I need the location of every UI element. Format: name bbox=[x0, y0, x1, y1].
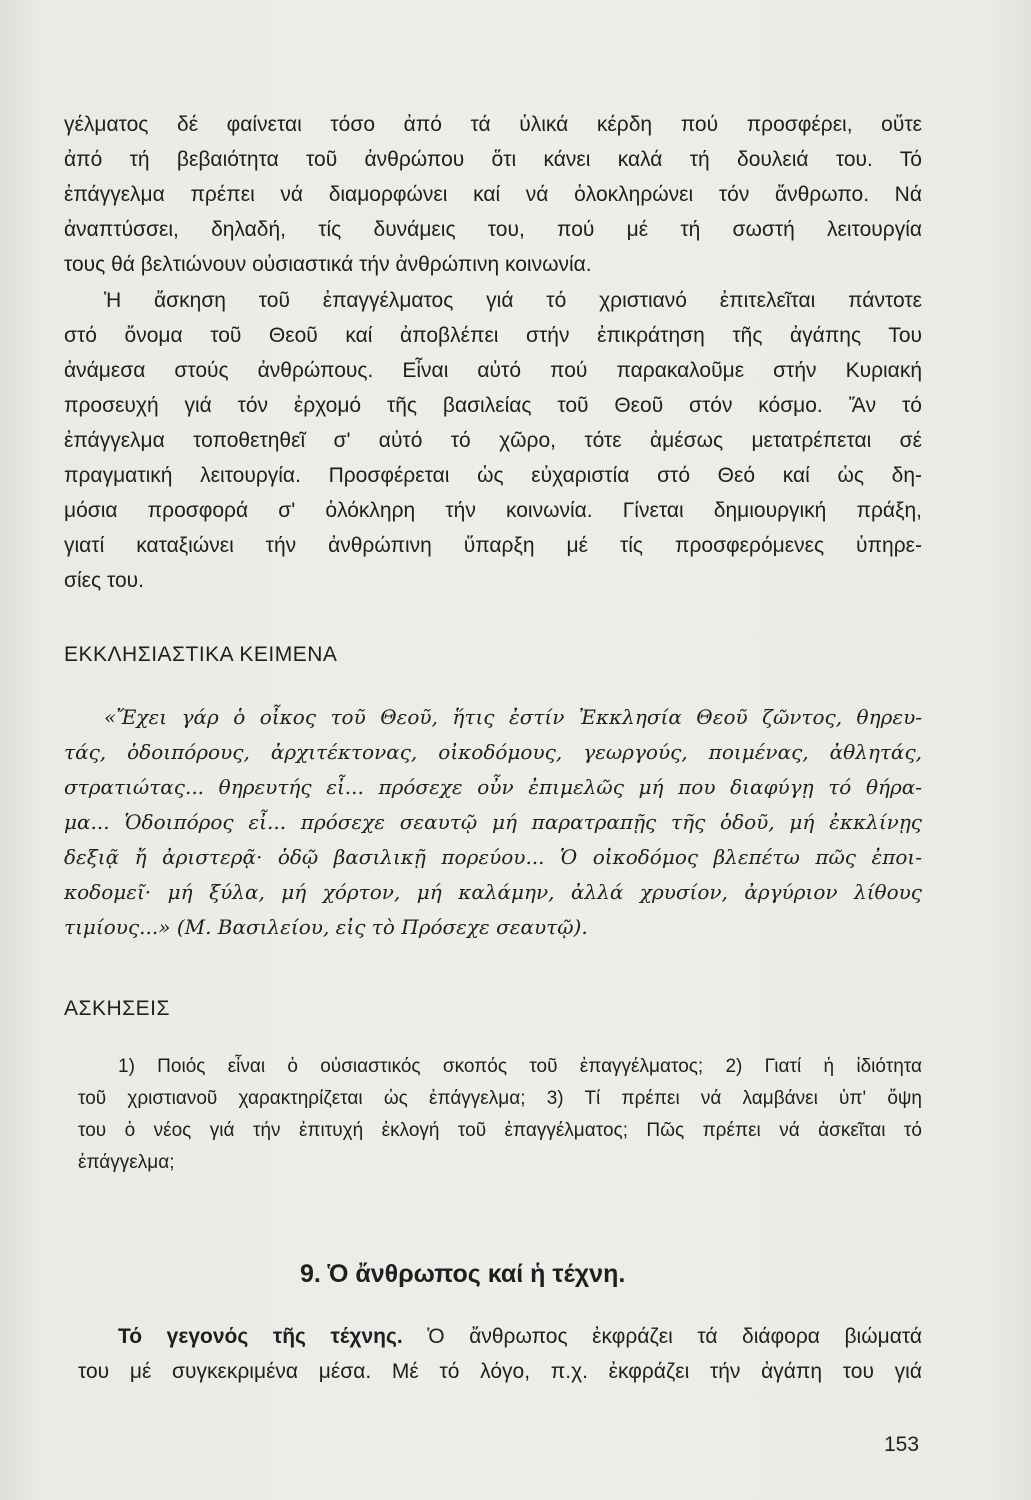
paragraph-line: του μέ συγκεκριμένα μέσα. Μέ τό λόγο, π.χ. ἐκφράζει τήν ἀγάπη του γιά bbox=[78, 1360, 922, 1383]
quote-line: τιμίους...» (Μ. Βασιλείου, εἰς τὸ Πρόσεχε σεαυτῷ). bbox=[64, 915, 588, 939]
exercise-line: ἐπάγγελμα; bbox=[78, 1152, 175, 1173]
quote-line: μα... Ὁδοιπόρος εἶ... πρόσεχε σεαυτῷ μή παρατραπῇς τῆς ὁδοῦ, μή ἐκκλίνῃς bbox=[64, 810, 922, 834]
chapter-title: 9. Ὁ ἄνθρωπος καί ἡ τέχνη. bbox=[300, 1260, 626, 1288]
quote-line: κοδομεῖ· μή ξύλα, μή χόρτον, μή καλάμην, ἀλλά χρυσίον, ἀργύριον λίθους bbox=[64, 880, 922, 904]
paragraph-line: γέλματος δέ φαίνεται τόσο ἀπό τά ὑλικά κέρδη πού προσφέρει, οὔτε bbox=[64, 113, 922, 136]
paragraph-line: τους θά βελτιώνουν οὐσιαστικά τήν ἀνθρώπινη κοινωνία. bbox=[64, 253, 592, 276]
paragraph-line: γιατί καταξιώνει τήν ἀνθρώπινη ὕπαρξη μέ τίς προσφερόμενες ὑπηρε- bbox=[64, 534, 922, 557]
quote-line: τάς, ὁδοιπόρους, ἀρχιτέκτονας, οἰκοδόμους, γεωργούς, ποιμένας, ἀθλητάς, bbox=[64, 740, 922, 764]
paragraph-line: ἀπό τή βεβαιότητα τοῦ ἀνθρώπου ὅτι κάνει καλά τή δουλειά του. Τό bbox=[64, 148, 922, 171]
exercise-line: του ὁ νέος γιά τήν ἐπιτυχή ἐκλογή τοῦ ἐπαγγέλματος; Πῶς πρέπει νά ἀσκεῖται τό bbox=[78, 1120, 922, 1141]
page-number: 153 bbox=[884, 1433, 920, 1456]
paragraph-line: στό ὄνομα τοῦ Θεοῦ καί ἀποβλέπει στήν ἐπικράτηση τῆς ἀγάπης Του bbox=[64, 324, 922, 347]
paragraph-line: ἐπάγγελμα πρέπει νά διαμορφώνει καί νά ὁλοκληρώνει τόν ἄνθρωπο. Νά bbox=[64, 183, 922, 206]
bold-lead: Τό γεγονός τῆς τέχνης. bbox=[118, 1325, 403, 1348]
paragraph-line: προσευχή γιά τόν ἐρχομό τῆς βασιλείας τοῦ Θεοῦ στόν κόσμο. Ἄν τό bbox=[64, 394, 922, 417]
paragraph-line: ἀνάμεσα στούς ἀνθρώπους. Εἶναι αὐτό πού παρακαλοῦμε στήν Κυριακή bbox=[64, 359, 922, 382]
paragraph-line: ἀναπτύσσει, δηλαδή, τίς δυνάμεις του, πού μέ τή σωστή λειτουργία bbox=[64, 218, 922, 241]
section-heading-exercises: ΑΣΚΗΣΕΙΣ bbox=[64, 997, 170, 1020]
paragraph-text: Ὁ ἄνθρωπος ἐκφράζει τά διάφορα βιώματά bbox=[402, 1325, 923, 1348]
exercise-line: 1) Ποιός εἶναι ὁ οὐσιαστικός σκοπός τοῦ ἐπαγγέλματος; 2) Γιατί ἡ ἰδιότητα bbox=[118, 1056, 922, 1077]
paragraph-line: ἐπάγγελμα τοποθετηθεῖ σ' αὐτό τό χῶρο, τότε ἀμέσως μετατρέπεται σέ bbox=[64, 429, 922, 452]
quote-line: στρατιώτας... θηρευτής εἶ... πρόσεχε οὖν ἐπιμελῶς μή που διαφύγῃ τό θήρα- bbox=[64, 775, 922, 799]
quote-line: δεξιᾷ ἤ ἀριστερᾷ· ὁδῷ βασιλικῇ πορεύου... Ὁ οἰκοδόμος βλεπέτω πῶς ἐποι- bbox=[64, 845, 922, 869]
quote-line: «Ἔχει γάρ ὁ οἶκος τοῦ Θεοῦ, ἥτις ἐστίν Ἐκκλησία Θεοῦ ζῶντος, θηρευ- bbox=[104, 705, 922, 729]
paragraph-line: μόσια προσφορά σ' ὁλόκληρη τήν κοινωνία. Γίνεται δημιουργική πράξη, bbox=[64, 499, 922, 522]
section-heading-texts: ΕΚΚΛΗΣΙΑΣΤΙΚΑ ΚΕΙΜΕΝΑ bbox=[64, 643, 338, 666]
paragraph-line: πραγματική λειτουργία. Προσφέρεται ὡς εὐχαριστία στό Θεό καί ὡς δη- bbox=[64, 464, 922, 487]
paragraph-line bbox=[118, 1324, 922, 1350]
exercise-line: τοῦ χριστιανοῦ χαρακτηρίζεται ὡς ἐπάγγελμα; 3) Τί πρέπει νά λαμβάνει ὑπ' ὄψη bbox=[78, 1088, 922, 1109]
paragraph-line: Ἡ ἄσκηση τοῦ ἐπαγγέλματος γιά τό χριστιανό ἐπιτελεῖται πάντοτε bbox=[104, 289, 922, 312]
paragraph-line: σίες του. bbox=[64, 569, 144, 592]
